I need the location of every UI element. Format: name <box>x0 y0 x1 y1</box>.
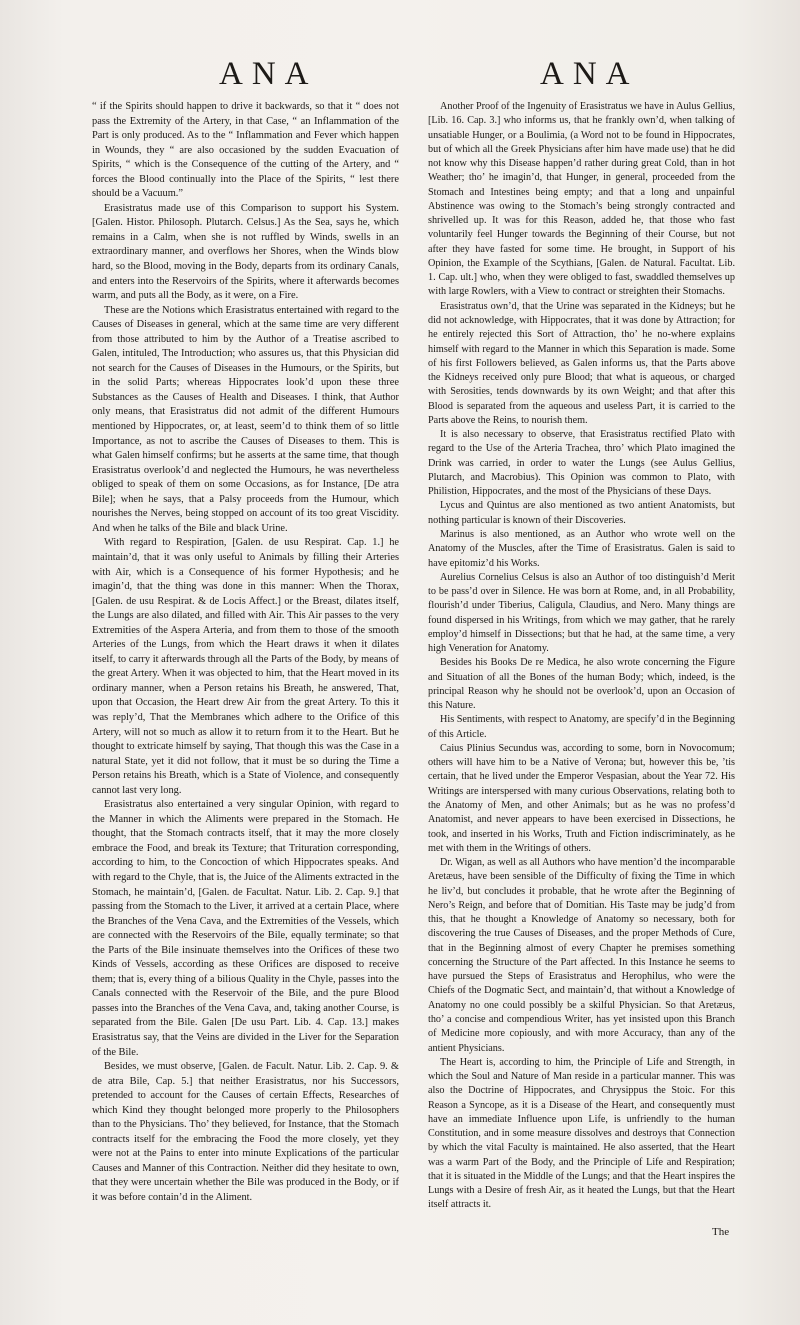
paragraph: Erasistratus made use of this Comparison to support his System. [Galen. Histor. Philosoph. Plutarch. Celsus.] As the Sea, says he, which remains in a Calm, when she is not ruffled by Winds, swells in an extraordinary manner, and overflows her Shores, when the Winds blow hard, so the Blood, moving in the Body, departs from its ordinary Canals, and enters into the Reservoirs of the Spirits, where it afterwards becomes warm, and puts all the Body, as it were, on a Fire. <box>92 202 399 302</box>
paragraph: Besides, we must observe, [Galen. de Facult. Natur. Lib. 2. Cap. 9. & de atra Bile, Cap. 5.] that neither Erasistratus, nor his Successors, pretended to account for the Causes of certain Effects, Researches of which Kind they thought belonged more properly to the Philosophers than to the Physicians. Tho’ they believed, for Instance, that the Stomach contracts itself for the embracing the Food the more closely, yet they were not at the Pains to enter into minute Explications of the particular Causes and Manner of this Contraction. Neither did they hesitate to own, that they were uncertain whether the Bile was produced in the Body, or if it was before contain’d in the Aliment. <box>92 1061 399 1204</box>
paragraph: Besides his Books De re Medica, he also wrote concerning the Figure and Situation of all the Bones of the human Body; which, indeed, is the principal Reason why he should not be overlook’d, upon an Occasion of this Nature. <box>428 657 735 712</box>
running-head-right: ANA <box>540 56 639 92</box>
paragraph: Lycus and Quintus are also mentioned as two antient Anatomists, but nothing particular is known of their Discoveries. <box>428 500 735 526</box>
paragraph: Another Proof of the Ingenuity of Erasistratus we have in Aulus Gellius, [Lib. 16. Cap. 3.] who informs us, that he frankly own’d, when talking of unsatiable Hunger, or a Boulimia, (a Word not to be found in Hippocrates, but of which all the Greek Physicians after him have made use) that he did not know why this Disease happen’d rather during great Cold, than in hot Weather; tho’ he imagin’d, that Hunger, in general, proceeded from the Stomach and Intestines being empty; and that a long and unpainful Abstinence was owing to the Stomach’s being strongly contracted and shrivelled up. It was for this Reason, added he, that those who fast voluntarily feel Hunger towards the Beginning of their Course, but not after they have fasted for some time. He brought, in Support of his Opinion, the Example of the Scythians, [Galen. de Natural. Facultat. Lib. 1. Cap. ult.] who, when they were obliged to fast, swaddled themselves up with large Rowlers, with a View to contract or streighten their Stomachs. <box>428 101 735 298</box>
running-head-left: ANA <box>219 56 318 92</box>
paragraph: The Heart is, according to him, the Principle of Life and Strength, in which the Soul and Nature of Man reside in a particular manner. This was also the Doctrine of Hippocrates, and Chrysippus the Stoic. For this Reason a Syncope, as it is a Disease of the Heart, and consequently must have an immediate Influence upon Life, is unfriendly to the human Constitution, and in some measure dissolves and destroys that Connection by which the vital Faculty is maintained. He also asserted, that the Heart was a warm Part of the Body, and the Principle of Life and Respiration; that it is situated in the Middle of the Lungs; and that the Heart inspires the Lungs with a Desire of fresh Air, as it heated the Lungs, but that the Heart itself attracts it. <box>428 1056 735 1211</box>
paragraph: Erasistratus also entertained a very singular Opinion, with regard to the Manner in which the Aliments were prepared in the Stomach. He thought, that the Stomach contracts itself, that it may the more closely embrace the Food, and break its Texture; that Trituration corresponding, according to him, to the Concoction of which Hippocrates speaks. And with regard to the Chyle, that is, the Juice of the Aliments extracted in the Stomach, he maintain’d, [Galen. de Facultat. Natur. Lib. 2. Cap. 9.] that passing from the Stomach to the Liver, it arrived at a certain Place, where the Branches of the Vena Cava, and the Extremities of the Vessels, which are connected with the Reservoirs of the Bile, equally terminate; so that the Parts of the Bile insinuate themselves into the Orifices of these two Kinds of Vessels, according as these Orifices are disposed to receive them; that is, every thing of a bilious Quality in the Chyle, passes into the Canals connected with the Reservoir of the Bile, and the pure Blood passes into the Branches of the Vena Cava, and, taking another Course, is separated from the Bile. Galen [De usu Part. Lib. 4. Cap. 13.] makes Erasistratus say, that the Veins are divided in the Liver for the Separation of the Bile. <box>92 799 399 1058</box>
paragraph: Dr. Wigan, as well as all Authors who have mention’d the incomparable Aretæus, have been sensible of the Difficulty of fixing the Time in which he liv’d, but concludes it probable, that he wrote after the Beginning of Nero’s Reign, and before that of Domitian. His Taste may be judg’d from this, that he thought a Knowledge of Anatomy so necessary, both for discovering the true Causes of Diseases, and the proper Methods of Cure, that in the Beginning almost of every Chapter he premises something concerning the Structure of the Part affected. In this Instance he seems to have pursued the Steps of Erasistratus and Herophilus, who were the Chiefs of the Dogmatic Sect, and maintain’d, that without a Knowledge of Anatomy no one could possibly be a skilful Physician. So that Aretæus, tho’ a concise and compendious Writer, has yet insisted upon this Branch of Medicine more copiously, and with more Accuracy, than any of the antient Physicians. <box>428 857 735 1054</box>
paragraph: Aurelius Cornelius Celsus is also an Author of too distinguish’d Merit to be pass’d over in Silence. He was born at Rome, and, in all Probability, flourish’d under Tiberius, Caligula, Claudius, and Nero. Many things are found dispersed in his Writings, from which we may gather, that he rarely employ’d himself in Dissections; but that he had, at the same time, a very high Veneration for Anatomy. <box>428 571 735 655</box>
right-column <box>428 100 735 1213</box>
paragraph: Caius Plinius Secundus was, according to some, born in Novocomum; others will have him to be a Native of Verona; but, however this be, ’tis certain, that he lived under the Emperor Vespasian, about the Year 72. His Writings are interspersed with many curious Observations, relating both to the Anatomy of Men, and other Animals; but as he was no profess’d Anatomist, and never appears to have been exercised in Dissections, he took, and inserted in his Works, Truth and Fiction indiscriminately, as he met with them in the Writings of others. <box>428 742 735 854</box>
left-column <box>92 100 399 1206</box>
paragraph: With regard to Respiration, [Galen. de usu Respirat. Cap. 1.] he maintain’d, that it was only useful to Animals by filling their Arteries with Air, which is a Consequence of his former Hypothesis; and he imagin’d, that the thing was done in this manner: When the Thorax, [Galen. de usu Respirat. & de Locis Affect.] or the Breast, dilates itself, the Lungs are also dilated, and filled with Air. This Air passes to the very Extremities of the Aspera Arteria, and from them to those of the smooth Arteries of the Lungs, from which the Heart draws it when it dilates itself, to carry it afterwards through all the Parts of the Body, by means of the great Artery. When it was objected to him, that the Heart moved in its ordinary manner, when a Person retains his Breath, he answered, That, upon that Occasion, the Heart drew Air from the great Artery. To this it was reply’d, That the Membranes which adhere to the Orifice of this Artery, will not so much as allow it to return from it to the Heart. But he thought to extricate himself by saying, That though this was the Case in a natural State, yet it did not follow, that it must be so during the Time a Person retains his Breath, which is a State of Violence, and consequently cannot last very long. <box>92 537 399 796</box>
catchword: The <box>712 1226 730 1238</box>
paragraph: These are the Notions which Erasistratus entertained with regard to the Causes of Diseases in general, which at the same time are very different from those attributed to him by the Author of a Treatise ascribed to Galen, intituled, The Introduction; who assures us, that this Physician did not search for the Causes of Diseases in the Humours, or the Spirits, but in the solid Parts; whereas Hippocrates look’d upon these three Substances as the Causes of Health and Diseases. I think, that Author only means, that Erasistratus did not admit of the different Humours mentioned by Hippocrates, or, at least, seem’d to think them of so little Importance, as not to ascribe the Causes of Diseases to them. This is what Galen himself confirms; but he asserts at the same time, that though Erasistratus overlook’d and neglected the Humours, he was nevertheless obliged to speak of them on some Occasions, as for Instance, [De atra Bile]; when he says, that a Palsy proceeds from the Humour, which nourishes the Nerves, being stopped on account of its too great Viscidity. And when he talks of the Bile and black Urine. <box>92 304 399 534</box>
paragraph: It is also necessary to observe, that Erasistratus rectified Plato with regard to the Use of the Arteria Trachea, thro’ which Plato imagined the Drink was carried, in order to water the Lungs (see Aulus Gellius, Plutarch, and Macrobius). This Opinion was common to Plato, with Philistion, Hippocrates, and the most of the Physicians of these Days. <box>428 429 735 498</box>
paragraph: “ if the Spirits should happen to drive it backwards, so that it “ does not pass the Extremity of the Artery, in that Case, “ an Inflammation of the Part is only produced. As to the “ Inflammation and Fever which happen in Wounds, they “ are also occasioned by the sudden Evacuation of Spirits, “ which is the Consequence of the cutting of the Artery, and “ forces the Blood continually into the Place of the Spirits, “ lest there should be a Vacuum.” <box>92 101 399 200</box>
paragraph: His Sentiments, with respect to Anatomy, are specify’d in the Beginning of this Article. <box>428 714 735 740</box>
paragraph: Marinus is also mentioned, as an Author who wrote well on the Anatomy of the Muscles, after the Time of Erasistratus. Galen is said to have epitomiz’d his Works. <box>428 528 735 569</box>
paragraph: Erasistratus own’d, that the Urine was separated in the Kidneys; but he did not acknowledge, with Hippocrates, that it was done by Attraction; for he entirely rejected this Sort of Attraction, tho’ he no-where explains himself with regard to the Manner in which this Separation is made. Some of his first Followers believed, as Galen informs us, that the Parts above the Kidneys received only pure Blood; that what is aqueous, or charged with Serosities, tends downwards by its own Weight; and that after this Blood is separated from the aqueous and useless Part, it is carried to the Parts above the Reins, to nourish them. <box>428 300 735 426</box>
